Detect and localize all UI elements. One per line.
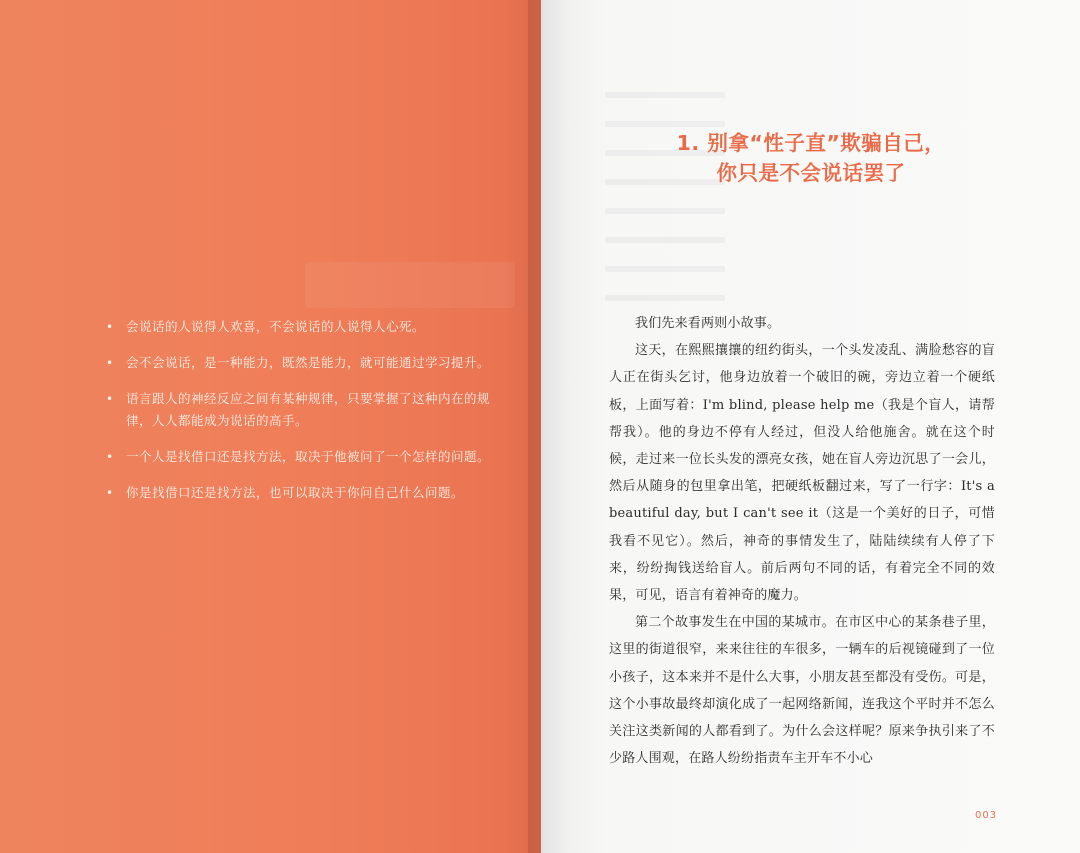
bullet-dot-icon: • [106, 356, 114, 370]
body-paragraph: 这天，在熙熙攘攘的纽约街头，一个头发凌乱、满脸愁容的盲人正在街头乞讨，他身边放着一个破旧的碗，旁边立着一个硬纸板，上面写着：I'm blind, please help me（我是个盲人，请帮帮我）。他的身边不停有人经过，但没人给他施舍。就在这个时候，走过来一位长头发的漂亮女孩，她在盲人旁边沉思了一会儿，然后从随身的包里拿出笔，把硬纸板翻过来，写了一行字：It's a beautiful day, but I can't see it（这是一个美好的日子，可惜我看不见它）。然后，神奇的事情发生了，陆陆续续有人停了下来，纷纷掏钱送给盲人。前后两句不同的话，有着完全不同的效果，可见，语言有着神奇的魔力。 [609, 343, 995, 604]
bleed-through-line [605, 237, 725, 243]
page-number: 003 [975, 810, 998, 821]
bullet-dot-icon: • [106, 392, 114, 406]
summary-bullet [106, 316, 491, 338]
bleed-through-lines [605, 92, 725, 324]
bleed-through-line [605, 92, 725, 98]
summary-bullet-text: 你是找借口还是找方法，也可以取决于你问自己什么问题。 [126, 485, 465, 500]
bleed-through-line [605, 266, 725, 272]
bleed-through-line [605, 121, 725, 127]
bleed-through-line [605, 208, 725, 214]
summary-bullet [106, 482, 491, 504]
summary-bullet [106, 352, 491, 374]
body-text [609, 310, 995, 772]
chapter-title-line-2: 你只是不会说话罢了 [716, 161, 906, 185]
body-paragraph: 我们先来看两则小故事。 [635, 316, 781, 331]
chapter-title [601, 128, 1021, 188]
right-page [541, 0, 1080, 853]
bleed-through-band [305, 262, 515, 308]
bullet-dot-icon: • [106, 486, 114, 500]
summary-bullet [106, 388, 491, 432]
bullet-dot-icon: • [106, 450, 114, 464]
summary-bullet-text: 会说话的人说得人欢喜，不会说话的人说得人心死。 [126, 319, 426, 334]
chapter-title-line-1: 1. 别拿“性子直”欺骗自己， [676, 131, 946, 155]
summary-bullet [106, 446, 491, 468]
summary-bullet-text: 一个人是找借口还是找方法，取决于他被问了一个怎样的问题。 [126, 449, 491, 464]
body-paragraph: 第二个故事发生在中国的某城市。在市区中心的某条巷子里，这里的街道很窄，来来往往的车很多，一辆车的后视镜碰到了一位小孩子，这本来并不是什么大事，小朋友甚至都没有受伤。可是，这个小事故最终却演化成了一起网络新闻，连我这个平时并不怎么关注这类新闻的人都看到了。为什么会这样呢？原来争执引来了不少路人围观，在路人纷纷指责车主开车不小心 [609, 615, 995, 767]
bleed-through-line [605, 295, 725, 301]
summary-bullet-list [106, 316, 491, 518]
summary-bullet-text: 语言跟人的神经反应之间有某种规律，只要掌握了这种内在的规律，人人都能成为说话的高手。 [126, 391, 491, 428]
bullet-dot-icon: • [106, 320, 114, 334]
summary-bullet-text: 会不会说话，是一种能力，既然是能力，就可能通过学习提升。 [126, 355, 491, 370]
